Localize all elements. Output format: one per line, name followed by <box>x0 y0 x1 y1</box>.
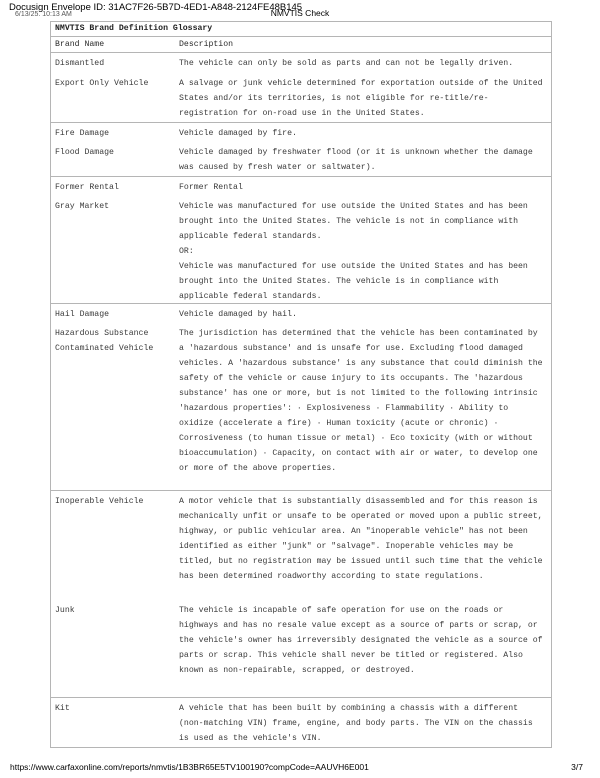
brand-name: Export Only Vehicle <box>55 79 149 88</box>
print-date: 6/13/25, 10:13 AM <box>15 11 72 16</box>
glossary-row <box>51 122 551 142</box>
glossary-row <box>51 323 551 490</box>
brand-name: Fire Damage <box>55 129 110 138</box>
glossary-row <box>51 303 551 323</box>
brand-description: A vehicle that has been built by combining a chassis with a different (non-matching VIN) frame, engine, and body parts. The VIN on the chassis is used as the vehicle's VIN. <box>179 704 533 743</box>
brand-description: A salvage or junk vehicle determined for exportation outside of the United States and/or its territories, is not eligible for re-title/re-registration for on-road use in the United States. <box>179 79 543 118</box>
brand-name-header: Brand Name <box>55 40 105 49</box>
glossary-row <box>51 600 551 697</box>
brand-description: Vehicle damaged by freshwater flood (or it is unknown whether the damage was caused by fresh water or saltwater). <box>179 148 533 172</box>
glossary-title: NMVTIS Brand Definition Glossary <box>51 22 551 37</box>
brand-description: Vehicle was manufactured for use outside the United States and has been brought into the United States. The vehicle is not in compliance with applicable federal standards. <box>179 202 528 241</box>
brand-name: Flood Damage <box>55 148 114 157</box>
brand-name: Kit <box>55 704 70 713</box>
brand-description-group <box>179 199 547 304</box>
brand-description: The vehicle can only be sold as parts and can not be legally driven. <box>179 59 514 68</box>
glossary-row <box>51 176 551 196</box>
brand-description-or: OR: <box>179 247 194 256</box>
glossary-row <box>51 697 551 749</box>
page-header-title: NMVTIS Check <box>270 8 330 18</box>
brand-description-alt: Vehicle was manufactured for use outside the United States and has been brought into the United States. The vehicle is in compliance with applicable federal standards. <box>179 262 528 301</box>
brand-description: The vehicle is incapable of safe operation for use on the roads or highways and has no resale value except as a source of parts or scrap, or the vehicle's owner has irreversibly designated the vehicle as a source of parts or scrap. This vehicle shall never be titled or registered. Also known as non-repairable, scrapped, or destroyed. <box>179 606 543 675</box>
brand-description: The jurisdiction has determined that the vehicle has been contaminated by a 'hazardous substance' and is unsafe for use. Excluding flood damaged vehicles. A 'hazardous substance' is any substance that could diminish the safety of the vehicle or cause injury to its occupants. The 'hazardous substance' has one or more, but is not limited to the following intrinsic 'hazardous properties': · Explosiveness · Flammability · Ability to oxidize (accelerate a fire) · Human toxicity (acute or chronic) · Corrosiveness (to human tissue or metal) · Eco toxicity (with or without bioaccumulation) · Capacity, on contact with air or water, to develop one or more of the above properties. <box>179 329 543 473</box>
glossary-header-row <box>51 37 551 53</box>
brand-glossary-table <box>50 21 552 748</box>
glossary-row <box>51 490 551 600</box>
brand-name: Hail Damage <box>55 310 110 319</box>
page-number: 3/7 <box>571 762 583 772</box>
brand-description: Vehicle damaged by hail. <box>179 310 297 319</box>
description-header: Description <box>179 40 234 49</box>
brand-name: Junk <box>55 606 75 615</box>
brand-name: Dismantled <box>55 59 105 68</box>
report-url[interactable]: https://www.carfaxonline.com/reports/nmvtis/1B3BR65E5TV100190?compCode=AAUVH6E001 <box>10 762 369 772</box>
glossary-row <box>51 142 551 176</box>
brand-name: Gray Market <box>55 202 110 211</box>
glossary-row <box>51 53 551 73</box>
brand-description: A motor vehicle that is substantially disassembled and for this reason is mechanically unfit or unsafe to be operated or moved upon a public street, highway, or public vehicular area. An "inoperable vehicle" has not been identified as either "junk" or "salvage". Inoperable vehicles may be titled, but no registration may be issued until such time that the vehicle has been determined roadworthy according to state regulations. <box>179 497 543 581</box>
glossary-row <box>51 196 551 303</box>
brand-description: Former Rental <box>179 183 243 192</box>
glossary-row <box>51 73 551 122</box>
docusign-envelope-id: Docusign Envelope ID: 31AC7F26-5B7D-4ED1-A848-2124FE48B145 <box>9 2 303 13</box>
brand-name: Hazardous Substance Contaminated Vehicle <box>55 329 154 353</box>
brand-name: Inoperable Vehicle <box>55 497 144 506</box>
brand-description: Vehicle damaged by fire. <box>179 129 297 138</box>
brand-name: Former Rental <box>55 183 119 192</box>
